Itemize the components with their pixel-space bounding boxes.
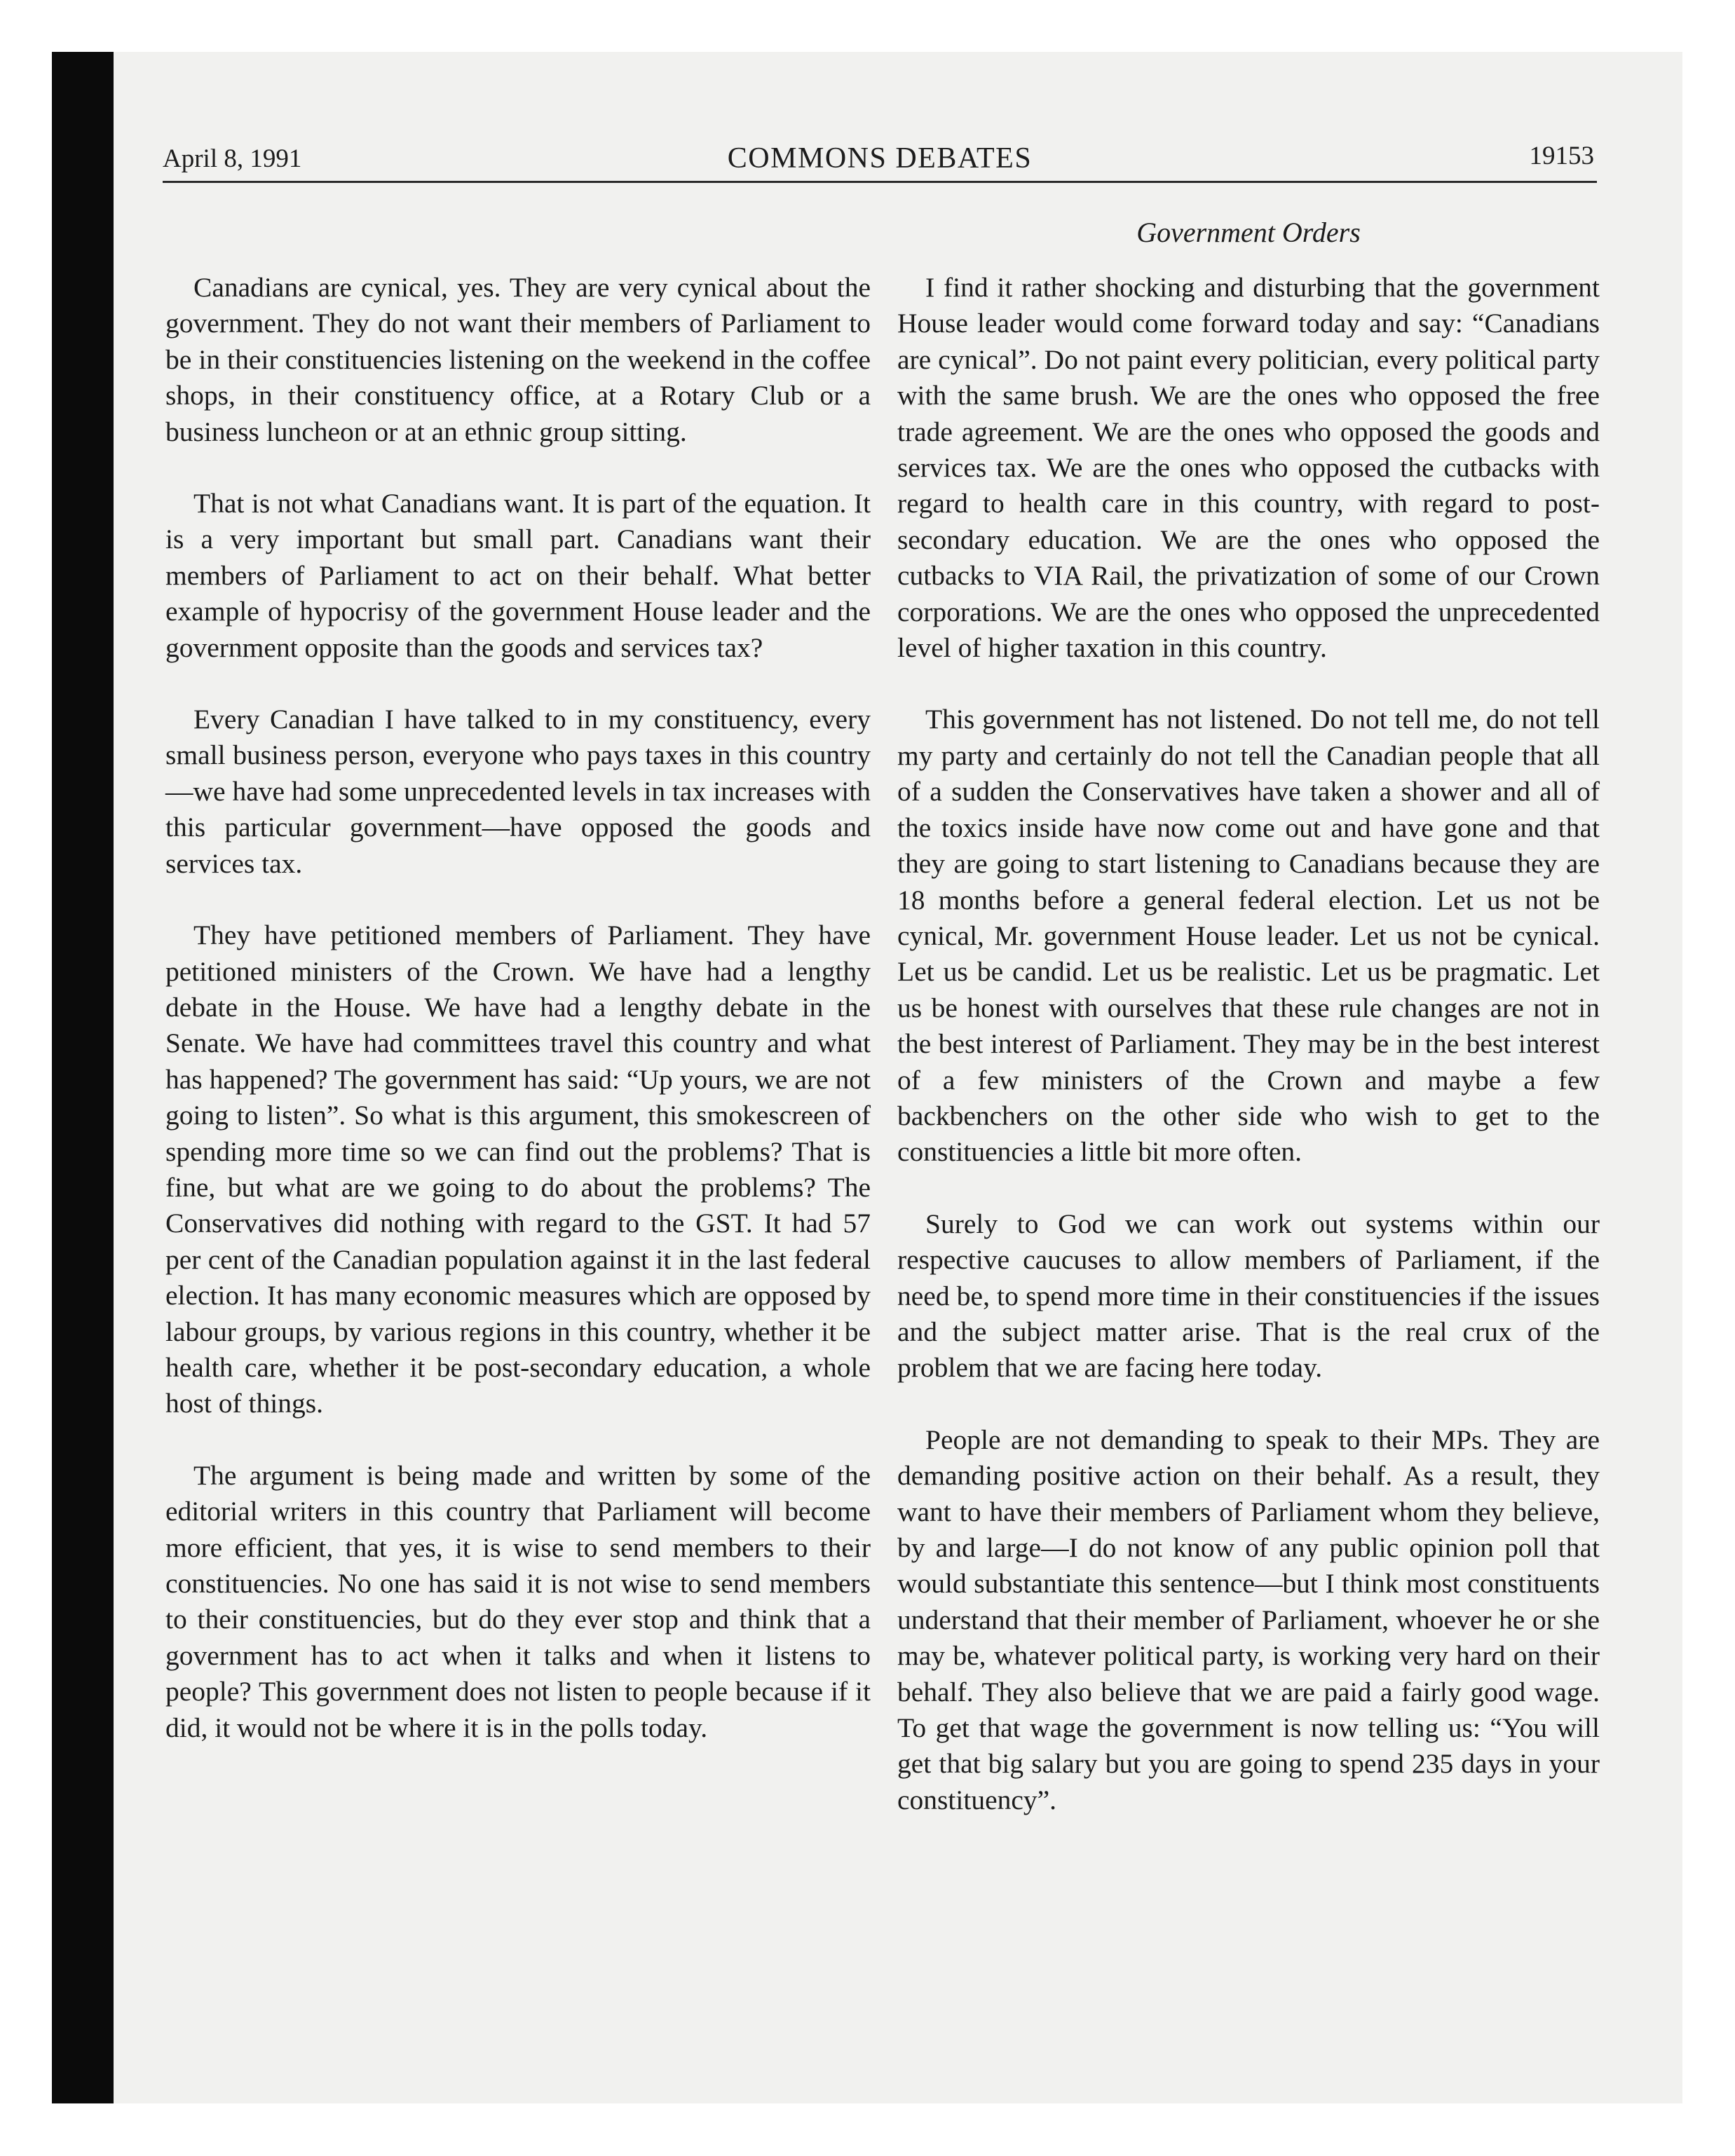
left-text-column xyxy=(165,270,871,1746)
paragraph: That is not what Canadians want. It is part of the equation. It is a very important but small part. Canadians want their members of Parliament to act on their behalf. What better example of hypocrisy of the government House leader and the government opposite than the goods and services tax? xyxy=(165,488,871,663)
paragraph: People are not demanding to speak to their MPs. They are demanding positive action on their behalf. As a result, they want to have their members of Parliament whom they believe, by and large—I do not know of any public opinion poll that would substantiate this sentence—but I think most constituents understand that their member of Parliament, whoever he or she may be, whatever political party, is working very hard on their behalf. They also believe that we are paid a fairly good wage. To get that wage the government is now telling us: “You will get that big salary but you are going to spend 235 days in your constituency”. xyxy=(897,1424,1600,1815)
paragraph: This government has not listened. Do not tell me, do not tell my party and certainly do not tell the Canadian people that all of a sudden the Conservatives have taken a shower and all of the toxics inside have now come out and have gone and that they are going to start listening to Canadians because they are 18 months before a general federal election. Let us not be cynical, Mr. government House leader. Let us not be cynical. Let us be candid. Let us be realistic. Let us be pragmatic. Let us be honest with ourselves that these rule changes are not in the best interest of Parliament. They may be in the best interest of a few ministers of the Crown and maybe a few backbenchers on the other side who wish to get to the constituencies a little bit more often. xyxy=(897,704,1600,1168)
running-header xyxy=(163,137,1597,183)
scan-binding-edge xyxy=(52,52,114,2103)
section-title: Government Orders xyxy=(1136,217,1361,248)
paragraph: They have petitioned members of Parliament. They have petitioned ministers of the Crown. We have had a lengthy debate in the House. We have had a lengthy debate in the Senate. We have had committees travel this country and what has happened? The government has said: “Up yours, we are not going to listen”. So what is this argument, this smokescreen of spending more time so we can find out the problems? That is fine, but what are we going to do about the problems? The Conservatives did nothing with regard to the GST. It had 57 per cent of the Canadian population against it in the last federal election. It has many economic measures which are opposed by labour groups, by various regions in this country, whether it be health care, whether it be post-secondary education, a whole host of things. xyxy=(165,920,871,1419)
paragraph: The argument is being made and written by some of the editorial writers in this country that Parliament will become more efficient, that yes, it is wise to send members to their constituencies. No one has said it is not wise to send members to their constituencies, but do they ever stop and think that a government has to act when it talks and when it listens to people? This government does not listen to people because if it did, it would not be where it is in the polls today. xyxy=(165,1459,871,1743)
header-page-number: 19153 xyxy=(1529,142,1594,170)
paragraph: Surely to God we can work out systems within our respective caucuses to allow members of Parliament, if the need be, to spend more time in their constituencies if the issues and the subject matter arise. That is the real crux of the problem that we are facing here today. xyxy=(897,1208,1600,1384)
paragraph: I find it rather shocking and disturbing that the government House leader would come forward today and say: “Canadians are cynical”. Do not paint every politician, every political party with the same brush. We are the ones who opposed the free trade agreement. We are the ones who opposed the goods and services tax. We are the ones who opposed the cutbacks with regard to health care in this country, with regard to post-secondary education. We are the ones who opposed the cutbacks to VIA Rail, the privatization of some of our Crown corporations. We are the ones who opposed the unprecedented level of higher taxation in this country. xyxy=(897,272,1600,664)
header-publication-title: COMMONS DEBATES xyxy=(727,142,1033,175)
right-text-column xyxy=(897,270,1600,1818)
paragraph: Canadians are cynical, yes. They are very cynical about the government. They do not want their members of Parliament to be in their constituencies listening on the weekend in the coffee shops, in their constituency office, at a Rotary Club or a business luncheon or at an ethnic group sitting. xyxy=(165,272,871,447)
header-date: April 8, 1991 xyxy=(163,144,302,173)
paragraph: Every Canadian I have talked to in my constituency, every small business person, everyone who pays taxes in this country—we have had some unprecedented levels in tax increases with this particular government—have opposed the goods and services tax. xyxy=(165,704,871,879)
